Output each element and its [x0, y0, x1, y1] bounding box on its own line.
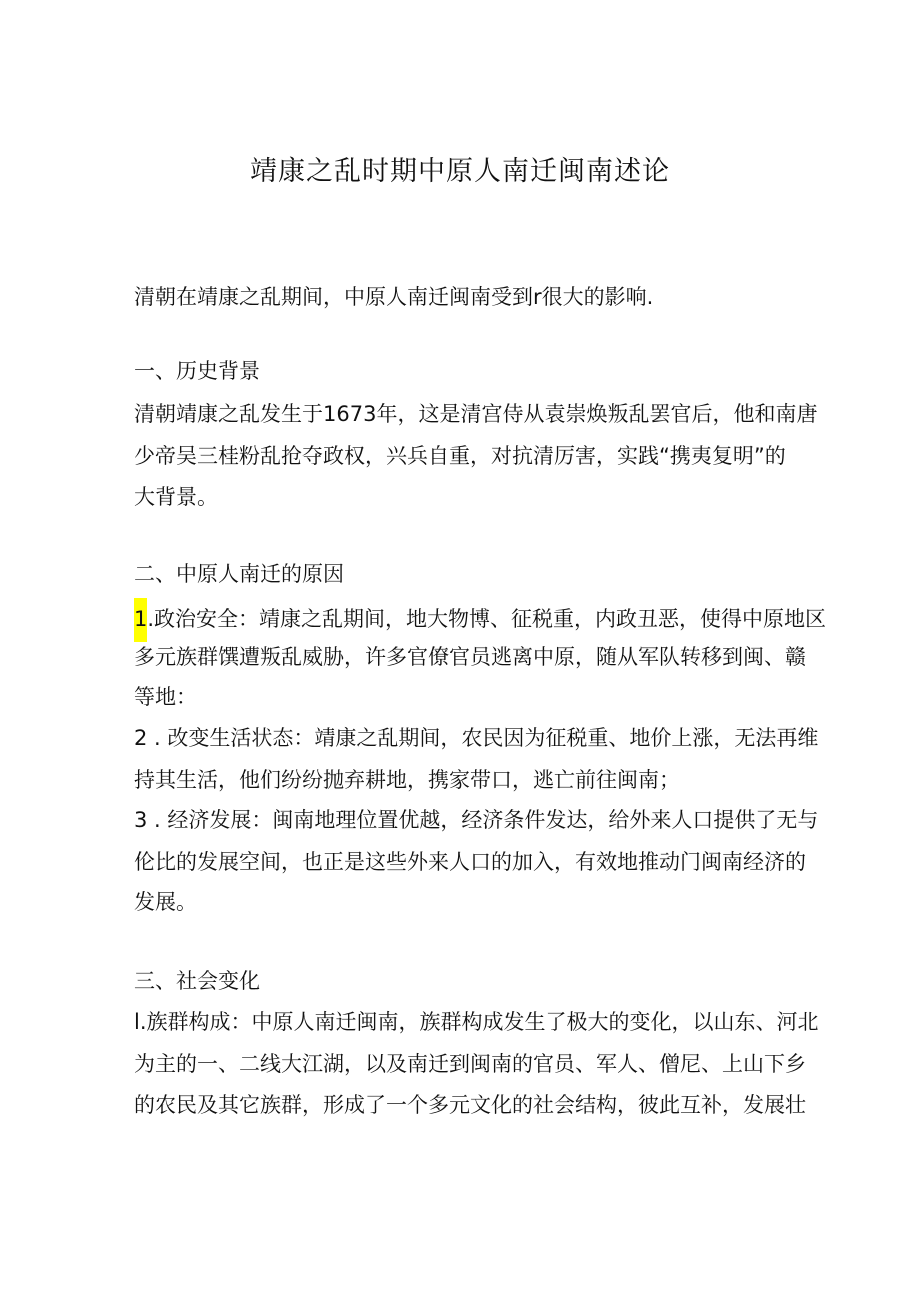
section-2-item-1-line: 多元族群馔遭叛乱威胁，许多官僚官员逃离中原，随从军队转移到闽、赣: [134, 645, 806, 669]
section-1-line: 大背景。: [134, 485, 218, 509]
section-2-item-2-line: 持其生活，他们纷纷抛弃耕地，携家带口，逃亡前往闽南；: [134, 768, 680, 792]
section-2-item-2-line: 2 . 改变生活状态：靖康之乱期间，农民因为征税重、地价上涨，无法再维: [134, 726, 819, 750]
section-2-item-1-line: 等地：: [134, 685, 197, 709]
section-1-line: 少帝吴三桂粉乱抢夺政权，兴兵自重，对抗清厉害，实践“携夷复明”的: [134, 444, 786, 468]
section-3-line: 的农民及其它族群，形成了一个多元文化的社会结构，彼此互补，发展壮: [134, 1093, 806, 1117]
highlight-marker: 1: [134, 598, 147, 642]
document-title: 靖康之乱时期中原人南迁闽南述论: [250, 156, 670, 187]
section-1-heading: 一、历史背景: [134, 359, 260, 383]
section-2-item-3-line: 伦比的发展空间，也正是这些外来人口的加入，有效地推动门闽南经济的: [134, 850, 806, 874]
section-2-item-3-line: 发展。: [134, 890, 197, 914]
section-2-item-1-text: .政治安全：靖康之乱期间，地大物博、征税重，内政丑恶，使得中原地区: [147, 607, 827, 631]
section-2-item-1-line: [134, 598, 826, 642]
section-3-line: l.族群构成：中原人南迁闽南，族群构成发生了极大的变化，以山东、河北: [134, 1010, 819, 1034]
section-3-heading: 三、社会变化: [134, 969, 260, 993]
section-3-line: 为主的一、二线大江湖，以及南迁到闽南的官员、军人、僧尼、上山下乡: [134, 1052, 806, 1076]
section-2-heading: 二、中原人南迁的原因: [134, 562, 344, 586]
intro-paragraph: 清朝在靖康之乱期间，中原人南迁闽南受到r很大的影响.: [134, 285, 654, 309]
section-2-item-3-line: 3 . 经济发展：闽南地理位置优越，经济条件发达，给外来人口提供了无与: [134, 808, 819, 832]
section-1-line: 清朝靖康之乱发生于1673年，这是清宫侍从袁崇焕叛乱罢官后，他和南唐: [134, 402, 818, 426]
